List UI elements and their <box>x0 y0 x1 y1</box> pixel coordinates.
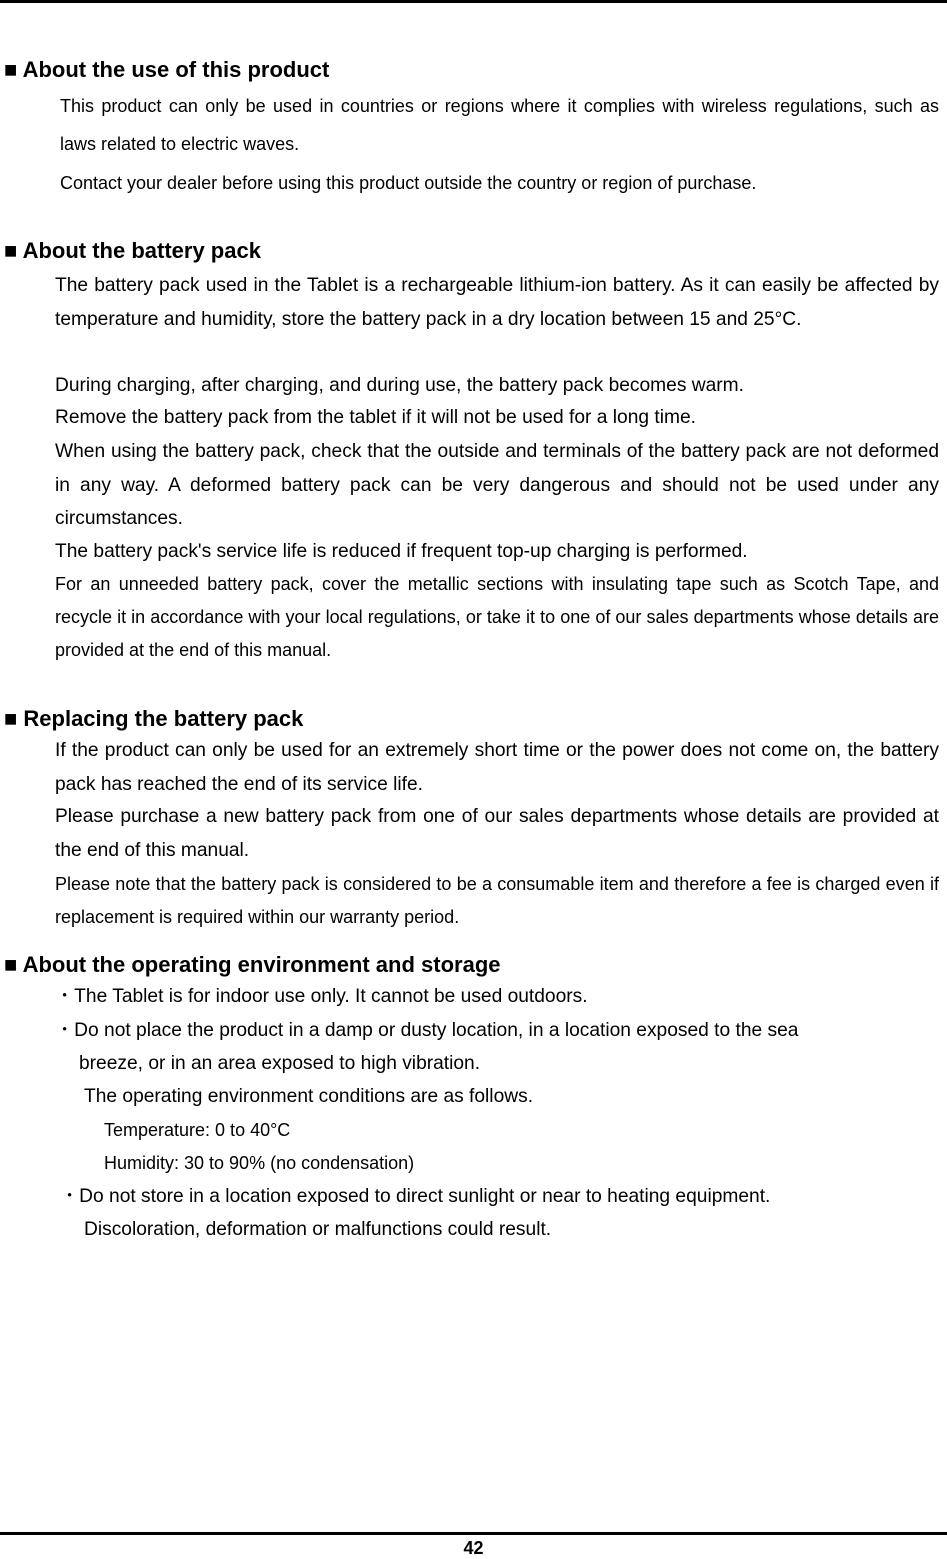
bottom-rule <box>0 1532 947 1535</box>
paragraph-battery-recycle: For an unneeded battery pack, cover the metallic sections with insulating tape such as Scotch Tape, and recycle it in accordance with your local regulations, or take it to one of our sales departments whose details are provided at the end of this manual. <box>55 574 939 660</box>
paragraph-replace-purchase: Please purchase a new battery pack from one of our sales departments whose details are provided at the end of this manual. <box>55 806 939 861</box>
paragraph-contact-dealer: Contact your dealer before using this product outside the country or region of purchase. <box>60 173 757 193</box>
bullet-indoor-use: ・The Tablet is for indoor use only. It cannot be used outdoors. <box>55 986 588 1007</box>
section-title-operating-environment: ■ About the operating environment and storage <box>4 952 501 977</box>
section-title-replacing-battery: ■ Replacing the battery pack <box>4 706 304 731</box>
paragraph-battery-remove: Remove the battery pack from the tablet if it will not be used for a long time. <box>55 407 696 428</box>
operating-conditions-intro: The operating environment conditions are as follows. <box>84 1086 534 1107</box>
operating-humidity: Humidity: 30 to 90% (no condensation) <box>104 1153 415 1173</box>
bullet-damp-dusty-continued: breeze, or in an area exposed to high vibration. <box>79 1053 481 1074</box>
paragraph-battery-lithium-ion: The battery pack used in the Tablet is a rechargeable lithium-ion battery. As it can easily be affected by temperature and humidity, store the battery pack in a dry location between 15 and 25°C. <box>55 275 939 330</box>
paragraph-battery-deformed: When using the battery pack, check that the outside and terminals of the battery pack are not deformed in any way. A deformed battery pack can be very dangerous and should not be used under any circumstances. <box>55 441 939 530</box>
paragraph-battery-service-life: The battery pack's service life is reduced if frequent top-up charging is performed. <box>55 541 748 562</box>
bullet-sunlight-result: Discoloration, deformation or malfunctions could result. <box>84 1219 552 1240</box>
paragraph-replace-end-of-life: If the product can only be used for an extremely short time or the power does not come on, the battery pack has reached the end of its service life. <box>55 740 939 795</box>
operating-temperature: Temperature: 0 to 40°C <box>104 1120 291 1140</box>
paragraph-battery-warm: During charging, after charging, and during use, the battery pack becomes warm. <box>55 375 744 396</box>
section-title-use-of-product: ■ About the use of this product <box>4 57 330 82</box>
page-number: 42 <box>463 1538 484 1558</box>
bullet-damp-dusty: ・Do not place the product in a damp or dusty location, in a location exposed to the sea <box>55 1020 799 1041</box>
bullet-sunlight-heating: ・Do not store in a location exposed to direct sunlight or near to heating equipment. <box>60 1186 771 1207</box>
top-rule <box>0 0 947 3</box>
paragraph-wireless-regulations: This product can only be used in countries or regions where it complies with wireless regulations, such as laws related to electric waves. <box>60 96 939 154</box>
paragraph-replace-consumable: Please note that the battery pack is considered to be a consumable item and therefore a fee is charged even if replacement is required within our warranty period. <box>55 874 939 927</box>
section-title-battery-pack: ■ About the battery pack <box>4 238 261 263</box>
